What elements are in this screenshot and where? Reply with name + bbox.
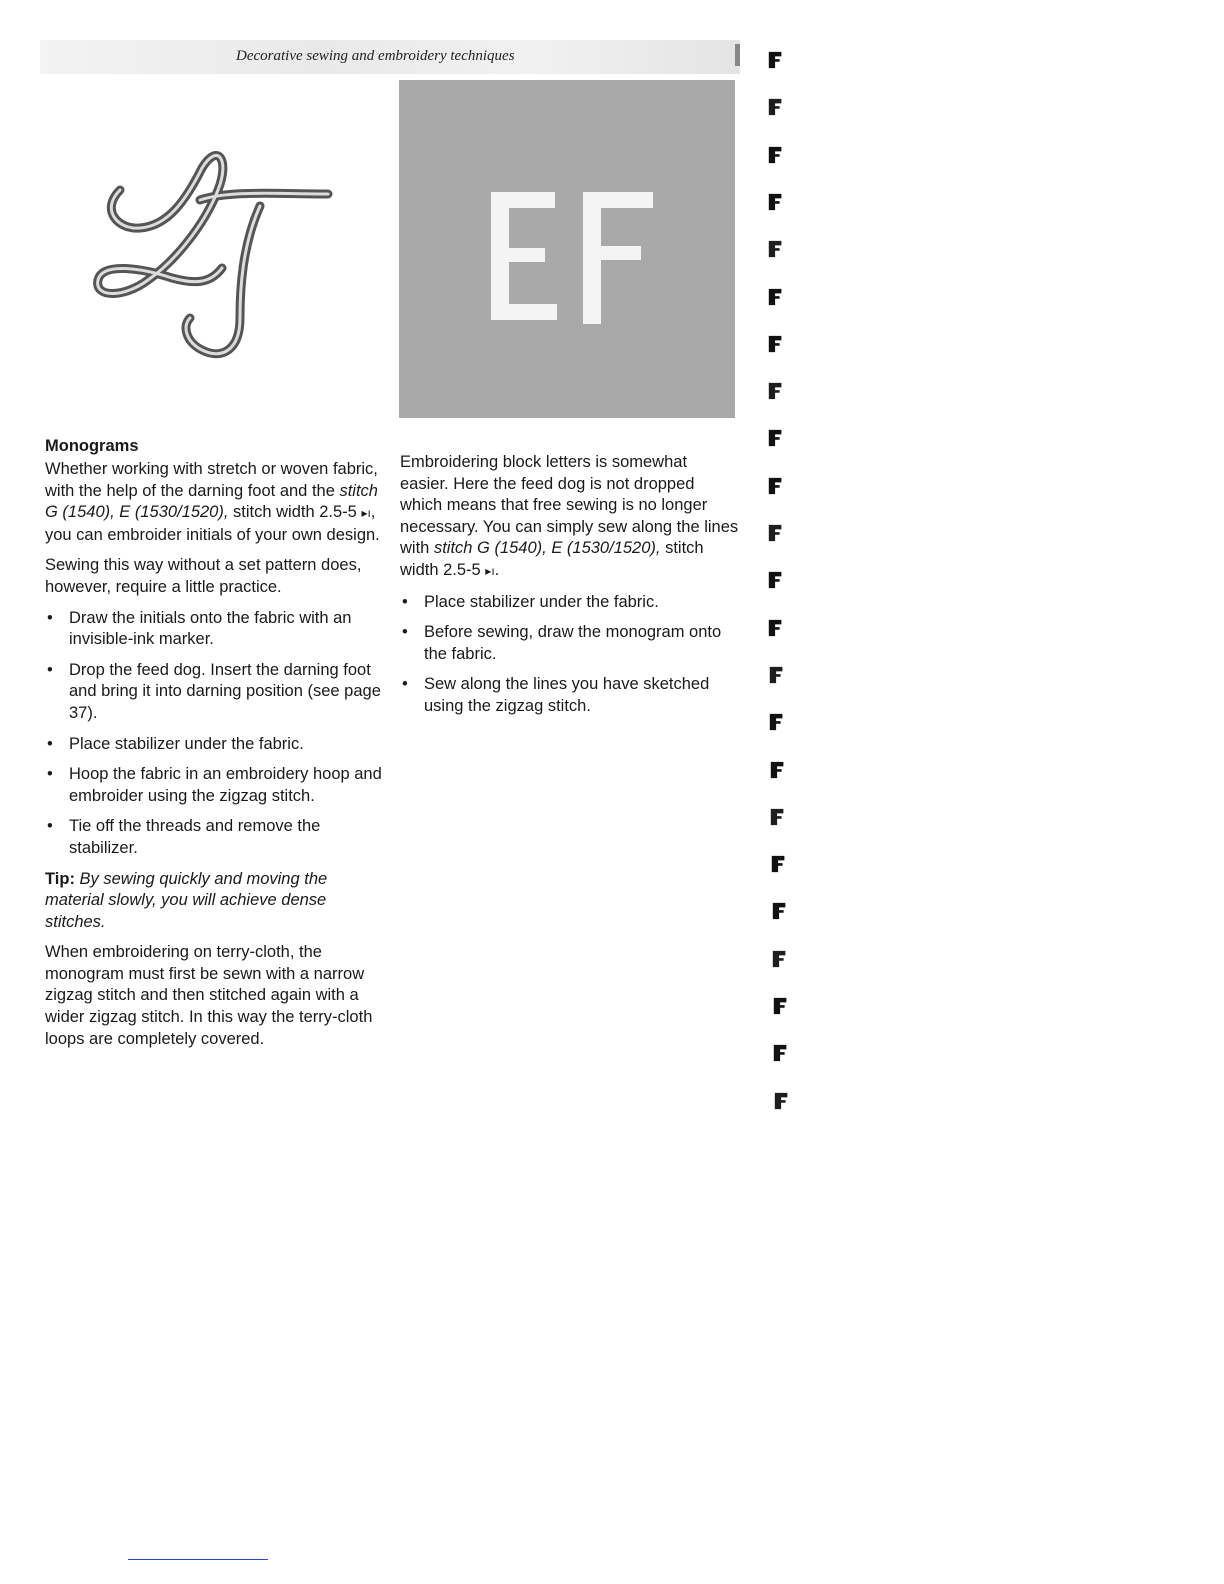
terry-cloth-paragraph: When embroidering on terry-cloth, the monogram must first be sewn with a narrow zigzag stitch and then stitched again with a wider zigzag stitch. In this way the terry-cloth loops are completely covered.	[45, 943, 373, 1048]
block-steps-list	[400, 592, 740, 718]
section-heading: Monograms	[45, 437, 139, 455]
list-item: • Before sewing, draw the monogram onto the fabric.	[400, 622, 740, 665]
header-edge-mark	[735, 44, 740, 66]
list-item: • Place stabilizer under the fabric.	[45, 734, 385, 756]
thumb-tab-mark	[773, 1091, 791, 1111]
block-letters-ef	[491, 184, 659, 334]
thumb-tab-mark	[767, 523, 785, 543]
block-text-c: .	[494, 560, 500, 579]
thumb-tab-mark	[772, 1043, 790, 1063]
list-item: • Sew along the lines you have sketched using the zigzag stitch.	[400, 674, 740, 717]
right-text-column	[400, 452, 740, 727]
monogram-steps-list	[45, 608, 385, 860]
intro-text-a: Whether working with stretch or woven fabric, with the help of the darning foot and the	[45, 460, 378, 500]
thumb-tab-mark	[772, 996, 790, 1016]
chapter-thumb-tabs	[764, 44, 804, 1174]
script-monogram-illustration	[90, 150, 350, 370]
tip-label: Tip:	[45, 869, 75, 888]
thumb-tab-mark	[767, 570, 785, 590]
block-text-b: stitch width 2.5-5	[400, 539, 704, 579]
list-item: • Drop the feed dog. Insert the darning foot and bring it into darning position (see page 37).	[45, 660, 385, 725]
intro-text-b: stitch width 2.5-5	[228, 503, 362, 522]
stitch-width-symbol: ▸ı	[485, 563, 495, 578]
tip-paragraph	[45, 869, 385, 934]
thumb-tab-mark	[768, 665, 786, 685]
list-item: • Hoop the fabric in an embroidery hoop and embroider using the zigzag stitch.	[45, 764, 385, 807]
list-item: • Tie off the threads and remove the stabilizer.	[45, 816, 385, 859]
list-item: • Place stabilizer under the fabric.	[400, 592, 740, 614]
block-letters-photo	[399, 80, 735, 418]
tip-text: By sewing quickly and moving the material slowly, you will achieve dense stitches.	[45, 869, 328, 931]
block-letters-paragraph	[400, 452, 740, 583]
page-header-title: Decorative sewing and embroidery techniques	[236, 48, 515, 64]
thumb-tab-mark	[767, 192, 785, 212]
block-text-a: Embroidering block letters is somewhat easier. Here the feed dog is not dropped which means that free sewing is no longer necessary. You can simply sew along the lines with	[400, 453, 739, 558]
thumb-tab-mark	[767, 381, 785, 401]
footnote-rule	[128, 1559, 268, 1560]
left-text-column	[45, 436, 385, 1059]
thumb-tab-mark	[767, 145, 785, 165]
thumb-tab-mark	[767, 50, 785, 70]
stitch-width-symbol: ▸ı	[361, 506, 371, 521]
thumb-tab-mark	[767, 428, 785, 448]
thumb-tab-mark	[767, 618, 785, 638]
intro-text-c: , you can embroider initials of your own design.	[45, 503, 380, 544]
thumb-tab-mark	[767, 97, 785, 117]
list-item: • Draw the initials onto the fabric with an invisible-ink marker.	[45, 608, 385, 651]
thumb-tab-mark	[771, 901, 789, 921]
thumb-tab-mark	[767, 239, 785, 259]
intro-paragraph	[45, 459, 385, 546]
thumb-tab-mark	[767, 334, 785, 354]
thumb-tab-mark	[767, 476, 785, 496]
thumb-tab-mark	[771, 949, 789, 969]
stitch-reference: stitch G (1540), E (1530/1520),	[45, 481, 378, 522]
thumb-tab-mark	[769, 760, 787, 780]
thumb-tab-mark	[769, 807, 787, 827]
practice-paragraph: Sewing this way without a set pattern does, however, require a little practice.	[45, 556, 362, 596]
thumb-tab-mark	[768, 712, 786, 732]
thumb-tab-mark	[770, 854, 788, 874]
thumb-tab-mark	[767, 287, 785, 307]
stitch-reference: stitch G (1540), E (1530/1520),	[433, 539, 661, 558]
